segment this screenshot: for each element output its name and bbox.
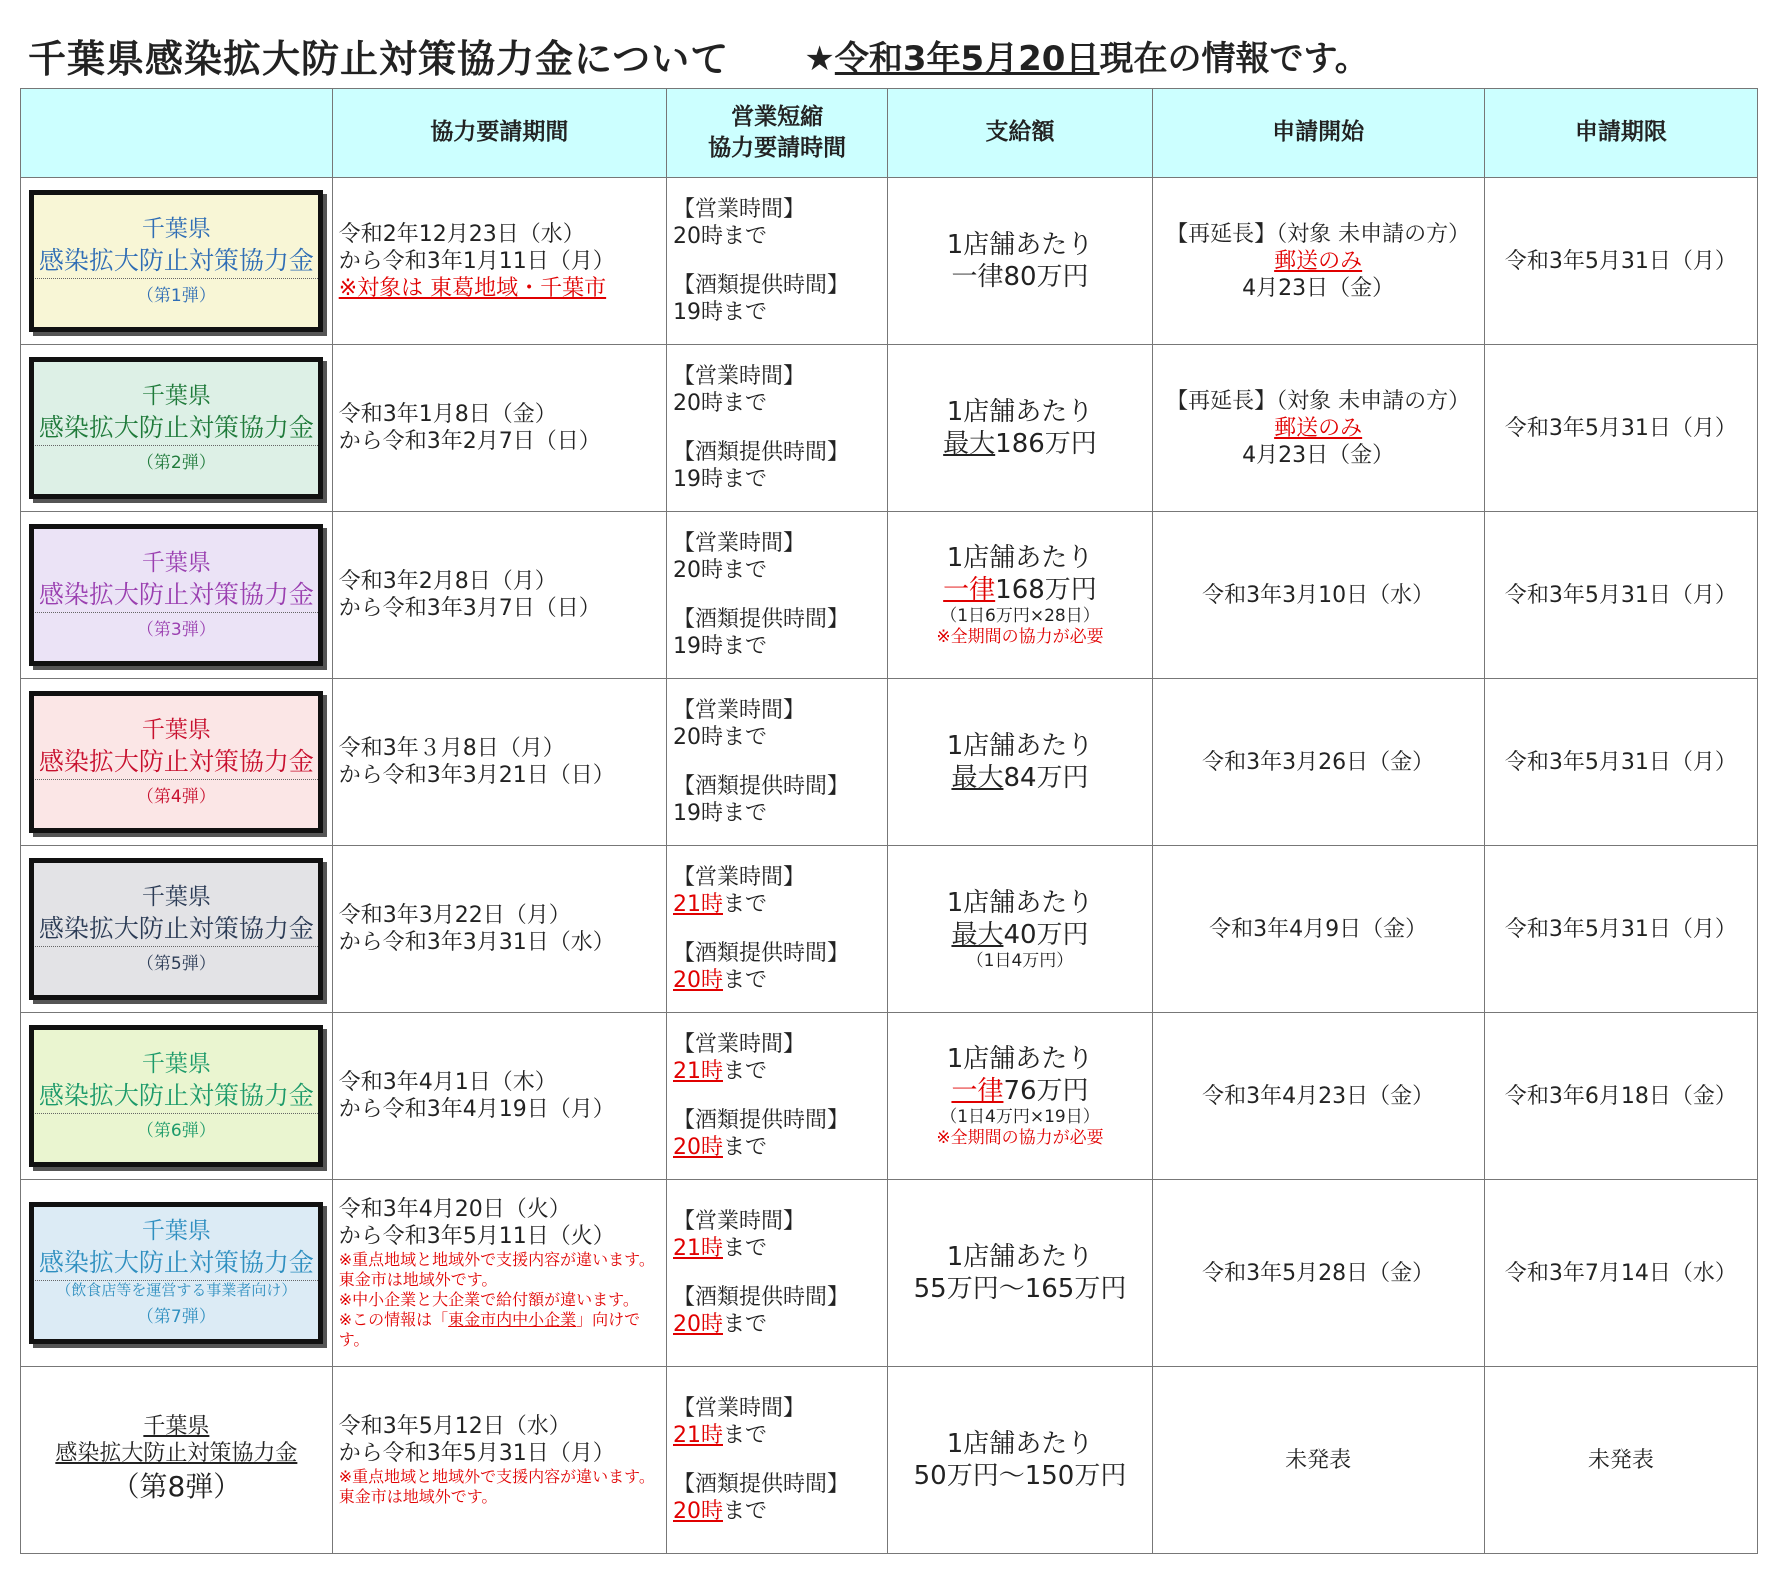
- hours-time: 20時: [673, 968, 723, 993]
- period-from: 令和3年2月8日（月）: [338, 569, 557, 594]
- hours-until: まで: [723, 801, 768, 826]
- hours-cell: [667, 1180, 888, 1367]
- hours-until: まで: [723, 300, 768, 325]
- business-hours-label: 【営業時間】: [673, 1032, 806, 1057]
- badge-cell: [21, 178, 333, 345]
- amount-prefix: 一律: [951, 1076, 1004, 1106]
- label-round: （第8弾）: [111, 1470, 242, 1503]
- period-note-part: 東金市内中小企業: [448, 1310, 577, 1329]
- apply-start-cell: [1152, 679, 1484, 846]
- spacer: [673, 1449, 887, 1471]
- period-to: から令和3年5月31日（月）: [338, 1441, 615, 1466]
- badge-pref: 千葉県: [141, 716, 211, 743]
- title-suffix: 現在の情報です。: [1099, 39, 1369, 79]
- alcohol-hours-label: 【酒類提供時間】: [673, 1108, 850, 1133]
- apply-start-cell: [1152, 846, 1484, 1013]
- badge-round: （第5弾）: [136, 953, 216, 974]
- badge-cell: [21, 512, 333, 679]
- amount-value: [888, 261, 1151, 293]
- business-hours-value: [673, 1235, 887, 1262]
- deadline-date: 令和3年7月14日（水）: [1504, 1260, 1737, 1286]
- deadline-cell: [1484, 1013, 1757, 1180]
- apply-start-date: 令和3年3月10日（水）: [1202, 582, 1435, 608]
- amount-cell: [888, 178, 1152, 345]
- alcohol-hours-value: [673, 1498, 887, 1525]
- hours-time: 20時: [673, 1135, 723, 1160]
- badge-round: （第3弾）: [136, 619, 216, 640]
- title-date: 令和3年5月20日: [834, 39, 1100, 79]
- hours-until: まで: [723, 1312, 768, 1337]
- business-hours-label: 【営業時間】: [673, 698, 806, 723]
- apply-start-date: 令和3年5月28日（金）: [1202, 1260, 1435, 1286]
- period-cell: [332, 1013, 666, 1180]
- hours-time: 20時: [673, 725, 723, 750]
- hours-time: 19時: [673, 300, 723, 325]
- spacer: [673, 918, 887, 940]
- alcohol-hours-label: 【酒類提供時間】: [673, 1472, 850, 1497]
- alcohol-hours-label: 【酒類提供時間】: [673, 1285, 850, 1310]
- apply-start-cell: [1152, 178, 1484, 345]
- alcohol-hours-value: [673, 633, 887, 660]
- amount-detail: （1日4万円）: [966, 950, 1074, 971]
- badge-cell: [21, 1180, 333, 1367]
- table-row: [21, 178, 1758, 345]
- badge-pref: 千葉県: [141, 382, 211, 409]
- header-amount: 支給額: [888, 89, 1152, 178]
- period-to: から令和3年3月21日（日）: [338, 763, 615, 788]
- badge-pref: 千葉県: [141, 215, 211, 242]
- badge-cell: [21, 846, 333, 1013]
- hours-until: まで: [723, 892, 768, 917]
- business-hours-value: [673, 891, 887, 918]
- hours-time: 19時: [673, 634, 723, 659]
- apply-start-extension: 【再延長】（対象 未申請の方）: [1166, 221, 1471, 247]
- amount-number: 50万円～150万円: [913, 1461, 1127, 1491]
- badge-round: （第6弾）: [136, 1120, 216, 1141]
- alcohol-hours-value: [673, 299, 887, 326]
- hours-time: 20時: [673, 391, 723, 416]
- business-hours-label: 【営業時間】: [673, 197, 806, 222]
- badge-cell: [21, 345, 333, 512]
- amount-value: [888, 428, 1151, 460]
- period-note: ※対象は 東葛地域・千葉市: [338, 275, 607, 301]
- deadline-cell: [1484, 345, 1757, 512]
- business-hours-value: [673, 390, 887, 417]
- apply-start-cell: [1152, 1180, 1484, 1367]
- amount-number: 40万円: [1003, 919, 1089, 950]
- alcohol-hours-label: 【酒類提供時間】: [673, 440, 850, 465]
- period-cell: [332, 1180, 666, 1367]
- amount-value: [888, 1460, 1151, 1492]
- header-deadline: 申請期限: [1484, 89, 1757, 178]
- apply-start-extension: 【再延長】（対象 未申請の方）: [1166, 388, 1471, 414]
- table-row: [21, 512, 1758, 679]
- hours-cell: [667, 1367, 888, 1554]
- spacer: [673, 751, 887, 773]
- period-note: ※中小企業と大企業で給付額が違います。: [338, 1290, 639, 1309]
- per-store: 1店舗あたり: [946, 887, 1094, 918]
- period-cell: [332, 1367, 666, 1554]
- period-note: [339, 1310, 666, 1350]
- hours-cell: [667, 679, 888, 846]
- amount-number: 76万円: [1003, 1076, 1089, 1106]
- hours-until: まで: [723, 1423, 768, 1448]
- hours-time: 21時: [673, 892, 723, 917]
- badge-cell: [21, 1367, 333, 1554]
- apply-start-date: 4月23日（金）: [1242, 275, 1395, 301]
- badge-round: （第1弾）: [136, 285, 216, 306]
- per-store: 1店舗あたり: [946, 1429, 1094, 1459]
- business-hours-value: [673, 1422, 887, 1449]
- badge-round: （第2弾）: [136, 452, 216, 473]
- per-store: 1店舗あたり: [946, 543, 1094, 573]
- table-row: [21, 1367, 1758, 1554]
- alcohol-hours-value: [673, 967, 887, 994]
- per-store: 1店舗あたり: [946, 230, 1094, 260]
- amount-number: 84万円: [1003, 763, 1089, 793]
- business-hours-value: [673, 557, 887, 584]
- apply-start-date: 4月23日（金）: [1242, 442, 1395, 468]
- program-badge: [29, 1202, 323, 1344]
- deadline-cell: [1484, 1367, 1757, 1554]
- per-store: 1店舗あたり: [946, 731, 1094, 761]
- apply-start-cell: [1152, 1013, 1484, 1180]
- period-note-part: 」向けです。: [338, 1310, 641, 1349]
- deadline-date: 未発表: [1587, 1447, 1654, 1473]
- alcohol-hours-label: 【酒類提供時間】: [673, 774, 850, 799]
- period-cell: [332, 178, 666, 345]
- badge-pref: 千葉県: [141, 883, 211, 910]
- hours-cell: [667, 512, 888, 679]
- badge-round: （第7弾）: [136, 1307, 216, 1327]
- business-hours-value: [673, 1058, 887, 1085]
- spacer: [673, 417, 887, 439]
- period-to: から令和3年2月7日（日）: [338, 429, 601, 454]
- business-hours-label: 【営業時間】: [673, 865, 806, 890]
- deadline-cell: [1484, 679, 1757, 846]
- hours-until: まで: [723, 1059, 768, 1084]
- page-title: [28, 28, 1369, 88]
- hours-cell: [667, 1013, 888, 1180]
- deadline-cell: [1484, 846, 1757, 1013]
- period-cell: [332, 345, 666, 512]
- amount-value: [888, 1273, 1151, 1305]
- hours-until: まで: [723, 1236, 768, 1261]
- deadline-cell: [1484, 178, 1757, 345]
- hours-until: まで: [723, 634, 768, 659]
- badge-round: （第4弾）: [136, 786, 216, 807]
- alcohol-hours-label: 【酒類提供時間】: [673, 273, 850, 298]
- badge-name: 感染拡大防止対策協力金: [35, 411, 318, 446]
- header-apply-start: 申請開始: [1152, 89, 1484, 178]
- label-pref: 千葉県: [143, 1414, 210, 1439]
- badge-name: 感染拡大防止対策協力金: [35, 745, 318, 780]
- hours-time: 20時: [673, 1312, 723, 1337]
- per-store: 1店舗あたり: [946, 1044, 1094, 1074]
- amount-cell: [888, 679, 1152, 846]
- period-cell: [332, 679, 666, 846]
- period-from: 令和3年4月20日（火）: [338, 1197, 571, 1222]
- business-hours-label: 【営業時間】: [673, 1396, 806, 1421]
- amount-number: 80万円: [1003, 262, 1089, 292]
- amount-prefix: 一律: [951, 262, 1004, 292]
- hours-time: 21時: [673, 1423, 723, 1448]
- header-badge: [21, 89, 333, 178]
- label-name: 感染拡大防止対策協力金: [55, 1441, 298, 1466]
- apply-start-mail-only: 郵送のみ: [1274, 415, 1363, 441]
- hours-time: 21時: [673, 1236, 723, 1261]
- period-cell: [332, 846, 666, 1013]
- hours-until: まで: [723, 725, 768, 750]
- deadline-date: 令和3年6月18日（金）: [1504, 1083, 1737, 1109]
- per-store: 1店舗あたり: [946, 397, 1094, 427]
- spacer: [673, 1262, 887, 1284]
- badge-pref: 千葉県: [141, 549, 211, 576]
- table-row: [21, 679, 1758, 846]
- deadline-date: 令和3年5月31日（月）: [1504, 916, 1737, 942]
- alcohol-hours-label: 【酒類提供時間】: [673, 941, 850, 966]
- period-note: ※重点地域と地域外で支援内容が違います。東金市は地域外です。: [338, 1250, 655, 1289]
- apply-start-date: 令和3年4月23日（金）: [1202, 1083, 1435, 1109]
- badge-pref: 千葉県: [141, 1050, 211, 1077]
- title-note: [804, 39, 1368, 79]
- hours-time: 20時: [673, 224, 723, 249]
- deadline-cell: [1484, 512, 1757, 679]
- deadline-date: 令和3年5月31日（月）: [1504, 582, 1737, 608]
- apply-start-cell: [1152, 345, 1484, 512]
- hours-cell: [667, 345, 888, 512]
- period-from: 令和2年12月23日（水）: [338, 221, 585, 247]
- apply-start-cell: [1152, 1367, 1484, 1554]
- badge-cell: [21, 679, 333, 846]
- table-row: [21, 1180, 1758, 1367]
- spacer: [673, 584, 887, 606]
- amount-value: [888, 919, 1151, 951]
- hours-until: まで: [723, 1499, 768, 1524]
- table-row: [21, 1013, 1758, 1180]
- alcohol-hours-value: [673, 1134, 887, 1161]
- period-note-part: ※この情報は「: [338, 1310, 449, 1329]
- program-badge: [29, 357, 323, 499]
- title-main: 千葉県感染拡大防止対策協力金について: [28, 37, 730, 81]
- amount-note: ※全期間の協力が必要: [936, 1128, 1104, 1148]
- badge-name: 感染拡大防止対策協力金: [35, 1246, 318, 1281]
- hours-until: まで: [723, 968, 768, 993]
- period-to: から令和3年3月31日（水）: [338, 930, 615, 955]
- amount-value: [888, 1075, 1151, 1107]
- table-row: [21, 846, 1758, 1013]
- amount-cell: [888, 512, 1152, 679]
- badge-cell: [21, 1013, 333, 1180]
- hours-until: まで: [723, 558, 768, 583]
- apply-start-date: 令和3年3月26日（金）: [1202, 749, 1435, 775]
- apply-start-date: 令和3年4月9日（金）: [1209, 916, 1428, 942]
- alcohol-hours-value: [673, 466, 887, 493]
- period-to: から令和3年1月11日（月）: [338, 248, 615, 274]
- alcohol-hours-value: [673, 1311, 887, 1338]
- period-to: から令和3年3月7日（日）: [338, 596, 601, 621]
- deadline-date: 令和3年5月31日（月）: [1504, 415, 1737, 441]
- apply-start-mail-only: 郵送のみ: [1274, 248, 1363, 274]
- amount-number: 55万円～165万円: [913, 1274, 1127, 1304]
- alcohol-hours-label: 【酒類提供時間】: [673, 607, 850, 632]
- hours-time: 19時: [673, 801, 723, 826]
- table-row: [21, 345, 1758, 512]
- program-badge: [29, 691, 323, 833]
- hours-time: 21時: [673, 1059, 723, 1084]
- star-icon: ★: [804, 39, 835, 79]
- badge-name: 感染拡大防止対策協力金: [35, 912, 318, 947]
- amount-prefix: 最大: [951, 919, 1004, 950]
- deadline-cell: [1484, 1180, 1757, 1367]
- badge-name: 感染拡大防止対策協力金: [35, 578, 318, 613]
- deadline-date: 令和3年5月31日（月）: [1504, 749, 1737, 775]
- deadline-date: 令和3年5月31日（月）: [1504, 248, 1737, 274]
- program-badge: [29, 1025, 323, 1167]
- amount-cell: [888, 1367, 1152, 1554]
- hours-cell: [667, 846, 888, 1013]
- business-hours-value: [673, 223, 887, 250]
- amount-cell: [888, 1013, 1152, 1180]
- program-badge: [29, 524, 323, 666]
- spacer: [673, 1085, 887, 1107]
- period-from: 令和3年5月12日（水）: [338, 1414, 571, 1439]
- amount-value: [888, 762, 1151, 794]
- business-hours-label: 【営業時間】: [673, 1209, 806, 1234]
- amount-number: 168万円: [995, 575, 1097, 605]
- badge-target: （飲食店等を運営する事業者向け）: [56, 1281, 297, 1299]
- alcohol-hours-value: [673, 800, 887, 827]
- hours-time: 19時: [673, 467, 723, 492]
- amount-number: 186万円: [995, 429, 1097, 459]
- badge-name: 感染拡大防止対策協力金: [35, 1079, 318, 1114]
- program-badge: [29, 858, 323, 1000]
- program-label: [21, 1413, 332, 1507]
- amount-detail: （1日6万円×28日）: [940, 606, 1100, 626]
- hours-time: 20時: [673, 558, 723, 583]
- business-hours-label: 【営業時間】: [673, 531, 806, 556]
- apply-start-cell: [1152, 512, 1484, 679]
- business-hours-value: [673, 724, 887, 751]
- period-to: から令和3年5月11日（火）: [338, 1224, 615, 1249]
- period-from: 令和3年３月8日（月）: [338, 736, 565, 761]
- apply-start-date: 未発表: [1285, 1447, 1352, 1473]
- period-cell: [332, 512, 666, 679]
- period-from: 令和3年4月1日（木）: [338, 1070, 557, 1095]
- header-hours: 営業短縮 協力要請時間: [667, 89, 888, 178]
- info-table: [20, 88, 1758, 1554]
- per-store: 1店舗あたり: [946, 1242, 1094, 1272]
- amount-prefix: 最大: [943, 429, 996, 459]
- header-row: [21, 89, 1758, 178]
- amount-value: [888, 574, 1151, 606]
- business-hours-label: 【営業時間】: [673, 364, 806, 389]
- amount-note: ※全期間の協力が必要: [936, 627, 1104, 647]
- table-body: [21, 178, 1758, 1554]
- period-from: 令和3年3月22日（月）: [338, 903, 571, 928]
- amount-prefix: 一律: [943, 575, 996, 605]
- header-period: 協力要請期間: [332, 89, 666, 178]
- amount-cell: [888, 345, 1152, 512]
- hours-until: まで: [723, 1135, 768, 1160]
- amount-cell: [888, 846, 1152, 1013]
- period-note: ※重点地域と地域外で支援内容が違います。東金市は地域外です。: [338, 1467, 655, 1506]
- hours-until: まで: [723, 467, 768, 492]
- hours-time: 20時: [673, 1499, 723, 1524]
- amount-cell: [888, 1180, 1152, 1367]
- hours-cell: [667, 178, 888, 345]
- badge-name: 感染拡大防止対策協力金: [35, 244, 318, 279]
- period-to: から令和3年4月19日（月）: [338, 1097, 615, 1122]
- amount-detail: （1日4万円×19日）: [940, 1107, 1100, 1127]
- spacer: [673, 250, 887, 272]
- hours-until: まで: [723, 224, 768, 249]
- badge-pref: 千葉県: [141, 1218, 211, 1244]
- period-from: 令和3年1月8日（金）: [338, 402, 557, 427]
- program-badge: [29, 190, 323, 332]
- hours-until: まで: [723, 391, 768, 416]
- amount-prefix: 最大: [951, 763, 1004, 793]
